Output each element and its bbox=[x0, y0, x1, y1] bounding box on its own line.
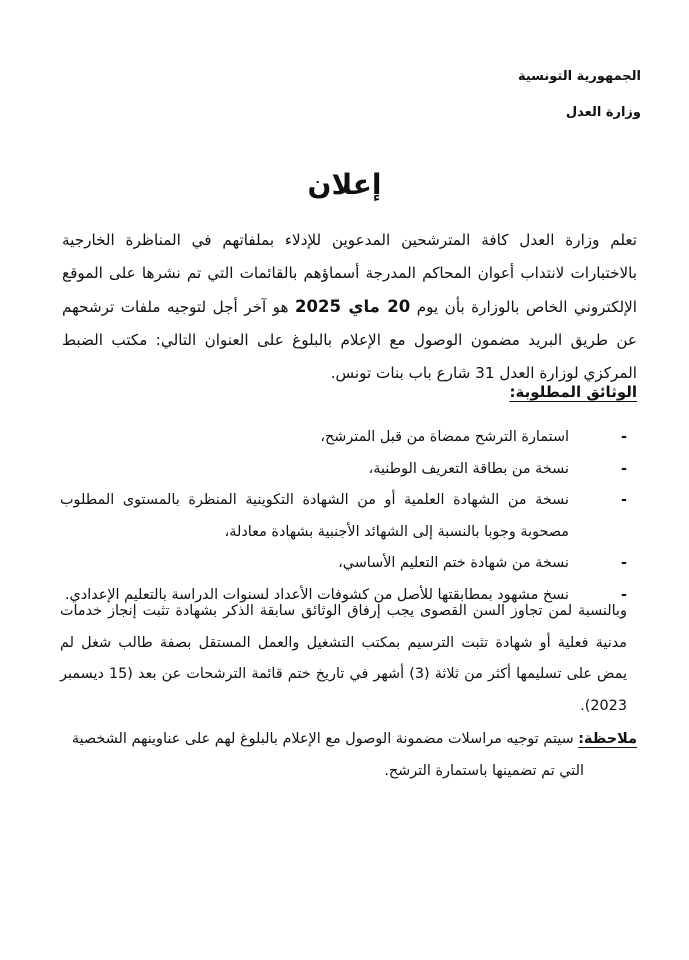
list-bullet: - bbox=[621, 460, 627, 477]
note-label: ملاحظة: bbox=[578, 731, 637, 747]
intro-text-part2: هو آخر أجل لتوجيه ملفات ترشحهم عن طريق البريد مضمون الوصول مع الإعلام بالبلوغ على العنوان التالي: مكتب الضبط المركزي لوزارة العدل 31 شارع باب بنات تونس. bbox=[62, 298, 637, 382]
deadline-date: 20 ماي 2025 bbox=[295, 297, 411, 316]
list-item bbox=[60, 422, 627, 454]
list-bullet: - bbox=[621, 492, 627, 508]
ministry-header: وزارة العدل bbox=[565, 105, 641, 120]
list-bullet: - bbox=[621, 555, 627, 571]
list-item-text: نسخة من شهادة ختم التعليم الأساسي، bbox=[338, 555, 569, 571]
list-item-text: نسخ مشهود بمطابقتها للأصل من كشوفات الأعداد لسنوات الدراسة بالتعليم الإعدادي. bbox=[64, 586, 569, 603]
list-item-text: نسخة من الشهادة العلمية أو من الشهادة التكوينية المنظرة بالمستوى المطلوب مصحوبة وجوبا بالنسبة إلى الشهائد الأجنبية بشهادة معادلة، bbox=[60, 492, 569, 540]
list-item-text: نسخة من بطاقة التعريف الوطنية، bbox=[368, 460, 569, 477]
documents-continuation: وبالنسبة لمن تجاوز السن القصوى يجب إرفاق الوثائق سابقة الذكر بشهادة تثبت إنجاز خدمات مدنية فعلية أو شهادة تثبت الترسيم بمكتب التشغيل والعمل المستقل بصفة طالب شغل لم يمض على تسليمها أكثر من ثلاثة (3) أشهر في تاريخ ختم قائمة الترشحات عن بعد (15 ديسمبر 2023). bbox=[60, 603, 627, 714]
list-bullet: - bbox=[621, 429, 627, 445]
list-item bbox=[60, 485, 627, 548]
list-item bbox=[60, 548, 627, 580]
page-title: إعلان bbox=[307, 168, 382, 201]
list-bullet: - bbox=[621, 586, 627, 603]
list-item bbox=[60, 454, 627, 486]
documents-list bbox=[60, 422, 627, 611]
republic-header: الجمهورية التونسية bbox=[517, 69, 641, 84]
intro-paragraph bbox=[62, 224, 637, 390]
documents-heading: الوثائق المطلوبة: bbox=[509, 383, 637, 401]
note-text-line2: التي تم تضمينها باستمارة الترشح. bbox=[384, 763, 584, 779]
note-text-line1: سيتم توجيه مراسلات مضمونة الوصول مع الإعلام بالبلوغ لهم على عناوينهم الشخصية bbox=[71, 731, 574, 747]
note-paragraph bbox=[55, 724, 637, 756]
list-item-text: استمارة الترشح ممضاة من قبل المترشح، bbox=[320, 429, 569, 445]
intro-text-part1: تعلم وزارة العدل كافة المترشحين المدعوين للإدلاء بملفاتهم في المناظرة الخارجية بالاختبارات لانتداب أعوان المحاكم المدرجة أسماؤهم بالقائمات التي تم نشرها على الموقع الإلكتروني الخاص بالوزارة بأن يوم bbox=[62, 231, 638, 316]
